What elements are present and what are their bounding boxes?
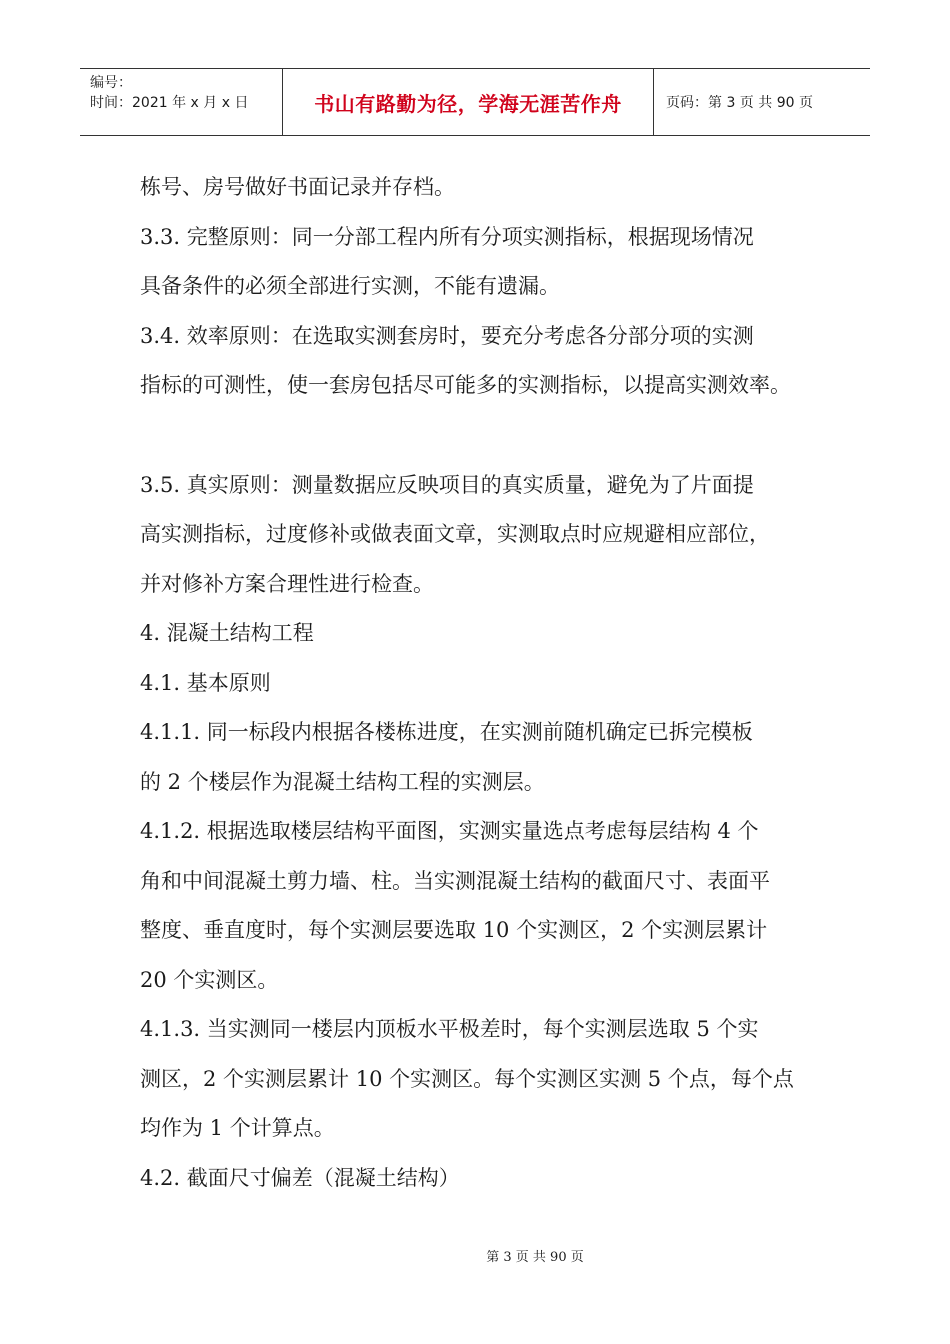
body-line: 的 2 个楼层作为混凝土结构工程的实测层。	[140, 769, 545, 794]
body-line: 20 个实测区。	[140, 967, 279, 992]
body-line: 3.5. 真实原则：测量数据应反映项目的真实质量，避免为了片面提	[140, 472, 754, 497]
body-line: 4.1.3. 当实测同一楼层内顶板水平极差时，每个实测层选取 5 个实	[140, 1017, 759, 1041]
header-page-info: 页码：第 3 页 共 90 页	[666, 95, 813, 111]
header-motto: 书山有路勤为径，学海无涯苦作舟	[282, 69, 654, 135]
body-line: 指标的可测性，使一套房包括尽可能多的实测指标，以提高实测效率。	[140, 373, 791, 397]
body-line: 高实测指标，过度修补或做表面文章，实测取点时应规避相应部位，	[140, 522, 770, 546]
body-line: 测区，2 个实测层累计 10 个实测区。每个实测区实测 5 个点，每个点	[140, 1066, 794, 1091]
header-number-label: 编号：	[90, 75, 132, 91]
body-line: 均作为 1 个计算点。	[140, 1116, 335, 1140]
body-line: 角和中间混凝土剪力墙、柱。当实测混凝土结构的截面尺寸、表面平	[140, 868, 770, 893]
header-date-label: 时间：2021 年 x 月 x 日	[90, 95, 249, 111]
document-header	[80, 68, 870, 136]
body-line: 栋号、房号做好书面记录并存档。	[140, 175, 455, 199]
paragraph-gap	[140, 411, 830, 461]
body-line: 4.1.1. 同一标段内根据各楼栋进度，在实测前随机确定已拆完模板	[140, 720, 753, 744]
body-line: 整度、垂直度时，每个实测层要选取 10 个实测区，2 个实测层累计	[140, 918, 768, 942]
document-body	[140, 163, 830, 1203]
page-footer: 第 3 页 共 90 页	[486, 1250, 584, 1265]
body-line: 3.3. 完整原则：同一分部工程内所有分项实测指标，根据现场情况	[140, 224, 754, 249]
section-heading: 4. 混凝土结构工程	[140, 621, 314, 645]
body-line: 并对修补方案合理性进行检查。	[140, 571, 434, 596]
subsection-heading: 4.2. 截面尺寸偏差（混凝土结构）	[140, 1165, 460, 1190]
header-meta	[80, 69, 282, 135]
body-line: 4.1.2. 根据选取楼层结构平面图，实测实量选点考虑每层结构 4 个	[140, 819, 759, 843]
subsection-heading: 4.1. 基本原则	[140, 670, 271, 695]
body-line: 3.4. 效率原则：在选取实测套房时，要充分考虑各分部分项的实测	[140, 323, 754, 348]
body-line: 具备条件的必须全部进行实测，不能有遗漏。	[140, 274, 560, 298]
